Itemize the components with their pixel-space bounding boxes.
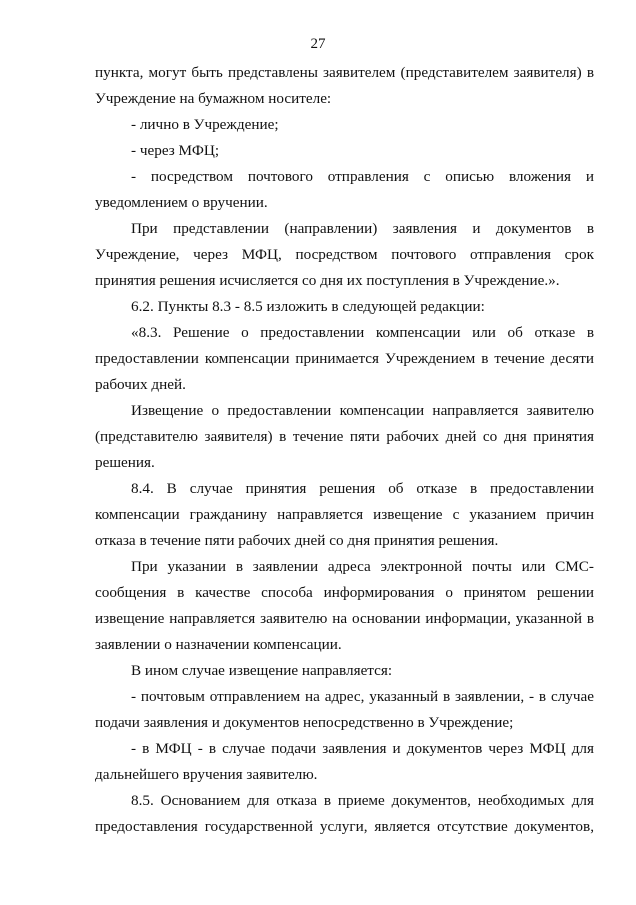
- paragraph-submission-date: При представлении (направлении) заявления и документов в Учреждение, через МФЦ, посредством почтового отправления срок принятия решения исчисляется со дня их поступления в Учреждение.».: [95, 220, 594, 289]
- clause-8-3: «8.3. Решение о предоставлении компенсации или об отказе в предоставлении компенсации принимается Учреждением в течение десяти рабочих дней.: [95, 324, 594, 393]
- list-item-postal-notice: - почтовым отправлением на адрес, указанный в заявлении, - в случае подачи заявления и документов непосредственно в Учреждение;: [95, 688, 594, 731]
- clause-8-5: 8.5. Основанием для отказа в приеме документов, необходимых для предоставления государственной услуги, является отсутствие документов,: [95, 792, 594, 835]
- paragraph-otherwise: В ином случае извещение направляется:: [131, 662, 393, 679]
- paragraph-amendment-6-2: 6.2. Пункты 8.3 - 8.5 изложить в следующей редакции:: [131, 298, 485, 315]
- paragraph-electronic-notice: При указании в заявлении адреса электронной почты или СМС-сообщения в качестве способа информирования о принятом решении извещение направляется заявителю на основании информации, указанной в заявлении о назначении компенсации.: [95, 558, 594, 653]
- list-item-mfc-notice: - в МФЦ - в случае подачи заявления и документов через МФЦ для дальнейшего вручения заявителю.: [95, 740, 594, 783]
- list-item-in-person: - лично в Учреждение;: [131, 116, 279, 133]
- paragraph-notice-of-grant: Извещение о предоставлении компенсации направляется заявителю (представителю заявителя) в течение пяти рабочих дней со дня принятия решения.: [95, 402, 594, 471]
- page-number: 27: [310, 36, 326, 52]
- document-body: [95, 60, 594, 840]
- clause-8-4: 8.4. В случае принятия решения об отказе в предоставлении компенсации гражданину направляется извещение с указанием причин отказа в течение пяти рабочих дней со дня принятия решения.: [95, 480, 594, 549]
- paragraph-continuation: пункта, могут быть представлены заявителем (представителем заявителя) в Учреждение на бумажном носителе:: [95, 64, 594, 107]
- list-item-via-mfc: - через МФЦ;: [131, 142, 220, 159]
- list-item-by-post: - посредством почтового отправления с описью вложения и уведомлением о вручении.: [95, 168, 594, 211]
